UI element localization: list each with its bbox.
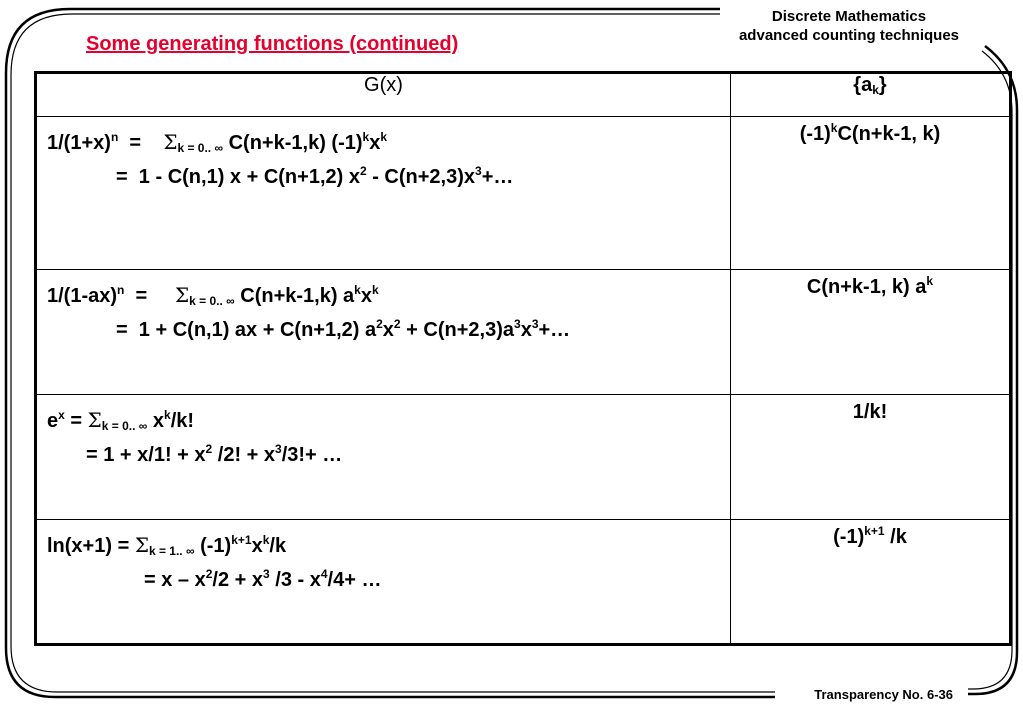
course-topic: advanced counting techniques [738, 27, 960, 44]
gx-cell: $\ln(x+1) = \Sigma_{k = 1.. \infty}$ $(-1)^{k+1}x^k/k$ = $x - x^2/2 + x^3$ $/3 - x^4/4+$ … [36, 520, 731, 645]
table-row [36, 117, 1011, 270]
course-heading [699, 7, 999, 45]
header-gx: G(x) [36, 73, 731, 117]
ak-cell: $(-1)^{k+1}$ /k [731, 520, 1011, 645]
ak-cell: 1/k! [731, 395, 1011, 520]
gx-cell: $1/(1-ax)^n$ = $\Sigma_{k = 0.. \infty}$ C(n+k-1,k) $a^kx^k$ = 1 + C(n,1) ax + C(n+1,2) $a^2x^2$ + $C(n+2,3)a^3x^3+\dots$ [36, 270, 731, 395]
generating-functions-table [34, 71, 1012, 646]
transparency-number: Transparency No. 6-36 [814, 687, 953, 702]
ak-cell: C(n+k-1, k) $a^k$ [731, 270, 1011, 395]
ak-cell: $(-1)^kC(n+k-1$, k) [731, 117, 1011, 270]
slide-title: Some generating functions (continued) [86, 33, 459, 55]
table-row [36, 395, 1011, 520]
course-name: Discrete Mathematics [771, 8, 927, 25]
table-row [36, 270, 1011, 395]
gx-cell: $1/(1+x)^n$ = $\Sigma_{k = 0.. \infty}$ C(n+k-1,k) $(-1)^kx^k$ = 1 - C(n,1) x + C(n+1,2) $x^2$ - $C(n+2,3)x^3+\dots$ [36, 117, 731, 270]
table-header-row [36, 73, 1011, 117]
header-ak: $\{a_k\}$ [731, 73, 1011, 117]
table-row [36, 520, 1011, 645]
gx-cell: $e^x = \Sigma_{k = 0.. \infty}$ $x^k/k$! = 1 + x/1! + $x^2$ /2! + $x^3/3!+$ … [36, 395, 731, 520]
